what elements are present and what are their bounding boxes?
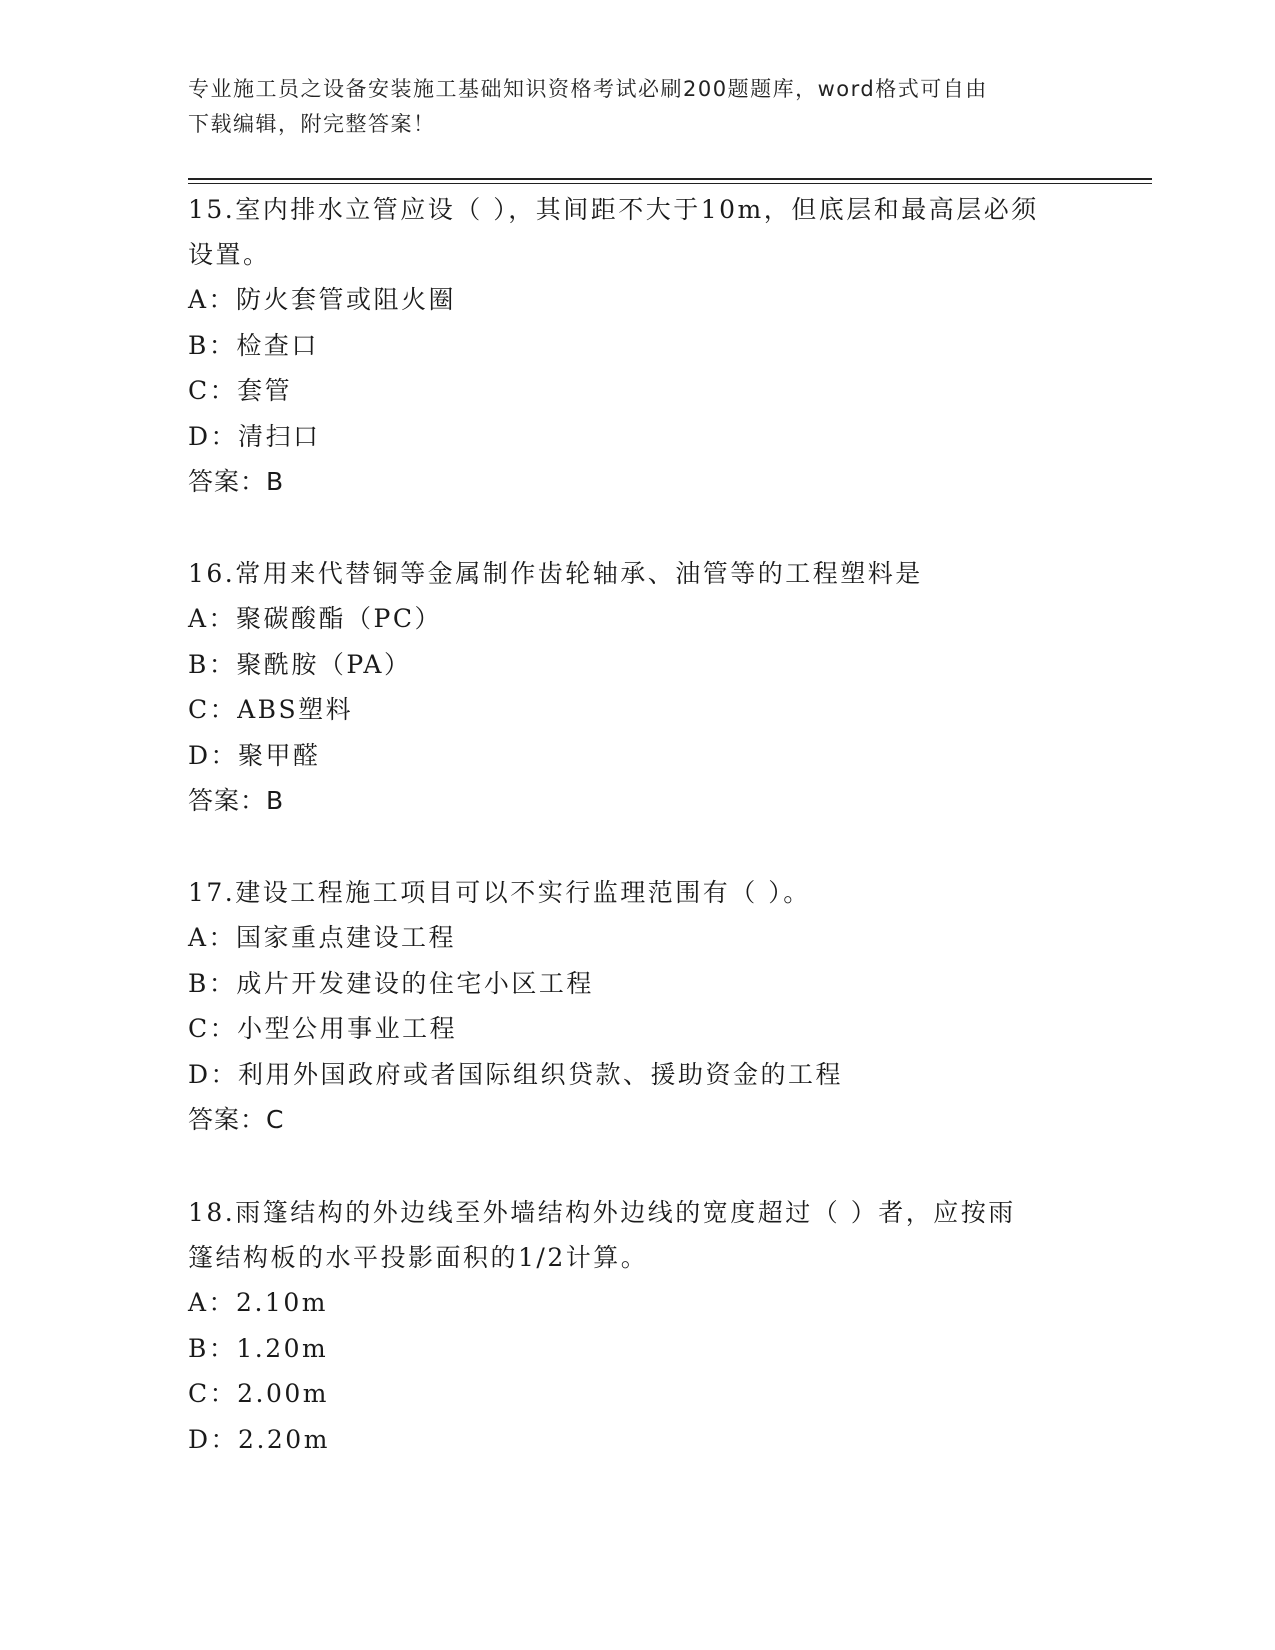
question-stem-continued: 设置。 xyxy=(188,240,271,269)
option-c: C：小型公用事业工程 xyxy=(188,1014,458,1043)
option-a: A：2.10m xyxy=(188,1288,328,1317)
option-a: A：国家重点建设工程 xyxy=(188,923,457,952)
header-line-2: 下载编辑，附完整答案！ xyxy=(188,112,436,136)
question-stem-continued: 篷结构板的水平投影面积的1/2计算。 xyxy=(188,1243,649,1272)
document-header xyxy=(188,72,1068,142)
option-b: B：聚酰胺（PA） xyxy=(188,649,412,679)
option-c: C：2.00m xyxy=(188,1379,329,1408)
header-divider-thick xyxy=(188,178,1152,180)
option-d: D：利用外国政府或者国际组织贷款、援助资金的工程 xyxy=(188,1059,844,1089)
question-18 xyxy=(188,1190,1088,1462)
answer: 答案：C xyxy=(188,1105,285,1134)
answer: 答案：B xyxy=(188,467,285,496)
option-b: B：检查口 xyxy=(188,330,319,360)
answer: 答案：B xyxy=(188,786,285,815)
question-stem: 16.常用来代替铜等金属制作齿轮轴承、油管等的工程塑料是 xyxy=(188,559,923,588)
option-d: D：清扫口 xyxy=(188,421,321,451)
question-16 xyxy=(188,551,1088,824)
question-stem: 15.室内排水立管应设（ ），其间距不大于10m，但底层和最高层必须 xyxy=(188,195,1039,224)
option-d: D：聚甲醛 xyxy=(188,740,321,770)
option-c: C：套管 xyxy=(188,376,293,405)
option-b: B：成片开发建设的住宅小区工程 xyxy=(188,968,594,998)
question-17 xyxy=(188,870,1088,1143)
question-stem: 18.雨篷结构的外边线至外墙结构外边线的宽度超过（ ）者，应按雨 xyxy=(188,1198,1016,1227)
option-a: A：聚碳酸酯（PC） xyxy=(188,604,443,633)
header-divider-thin xyxy=(188,183,1152,184)
option-a: A：防火套管或阻火圈 xyxy=(188,285,457,314)
option-b: B：1.20m xyxy=(188,1333,329,1363)
header-line-1: 专业施工员之设备安装施工基础知识资格考试必刷200题题库，word格式可自由 xyxy=(188,77,988,101)
option-d: D：2.20m xyxy=(188,1424,330,1454)
question-15 xyxy=(188,187,1088,505)
question-stem: 17.建设工程施工项目可以不实行监理范围有（ ）。 xyxy=(188,878,811,907)
option-c: C：ABS塑料 xyxy=(188,695,354,724)
